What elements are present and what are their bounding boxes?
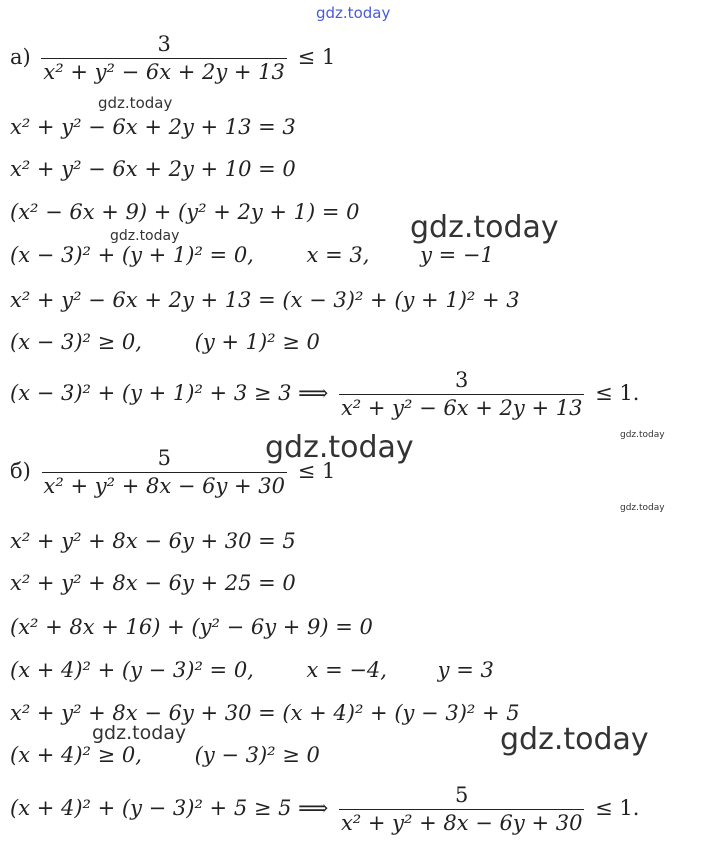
equation-line: x² + y² − 6x + 2y + 10 = 0 <box>10 157 296 181</box>
equation-line: x² + y² + 8x − 6y + 25 = 0 <box>10 571 296 595</box>
watermark-large: gdz.today <box>500 722 649 757</box>
equation-line <box>10 245 494 266</box>
conclusion-lhs: (x + 4)² + (y − 3)² + 5 ≥ 5 ⟹ <box>10 796 329 820</box>
watermark-top: gdz.today <box>316 4 391 22</box>
equation-part: (x + 4)² ≥ 0, <box>10 743 142 767</box>
fraction-numerator: 5 <box>455 783 469 807</box>
conclusion-line <box>10 785 639 834</box>
solution-x: x = 3, <box>306 243 370 267</box>
solution-x: x = −4, <box>306 658 387 682</box>
conclusion-lhs: (x − 3)² + (y + 1)² + 3 ≥ 3 ⟹ <box>10 381 329 405</box>
fraction <box>339 370 584 419</box>
equation-line: x² + y² + 8x − 6y + 30 = (x + 4)² + (y − 3)² + 5 <box>10 701 520 725</box>
fraction-numerator: 3 <box>157 32 171 56</box>
fraction-denominator: x² + y² − 6x + 2y + 13 <box>43 60 285 84</box>
fraction <box>339 785 584 834</box>
fraction <box>41 34 286 83</box>
watermark-small: gdz.today <box>98 94 173 112</box>
watermark-large: gdz.today <box>265 430 414 465</box>
fraction-denominator: x² + y² + 8x − 6y + 30 <box>340 811 583 835</box>
inequality-rhs: ≤ 1 <box>297 45 336 69</box>
watermark-tiny: gdz.today <box>620 430 665 440</box>
solution-y: y = −1 <box>420 243 494 267</box>
equation-line: (x² + 8x + 16) + (y² − 6y + 9) = 0 <box>10 615 373 639</box>
equation-part: (x + 4)² + (y − 3)² = 0, <box>10 658 254 682</box>
fraction-denominator: x² + y² − 6x + 2y + 13 <box>340 396 583 420</box>
conclusion-rhs: ≤ 1. <box>595 381 640 405</box>
equation-line <box>10 332 320 353</box>
watermark-small: gdz.today <box>92 722 187 744</box>
equation-line: x² + y² − 6x + 2y + 13 = 3 <box>10 115 296 139</box>
part-a-inequality <box>10 34 335 83</box>
solution-y: y = 3 <box>437 658 494 682</box>
equation-line: (x² − 6x + 9) + (y² + 2y + 1) = 0 <box>10 200 360 224</box>
part-a-label: а) <box>10 45 31 69</box>
equation-part: (y + 1)² ≥ 0 <box>194 330 320 354</box>
watermark-large: gdz.today <box>410 210 559 245</box>
fraction-numerator: 5 <box>157 446 171 470</box>
equation-line <box>10 660 494 681</box>
fraction <box>42 448 287 497</box>
equation-line: x² + y² + 8x − 6y + 30 = 5 <box>10 529 296 553</box>
equation-line <box>10 745 320 766</box>
watermark-tiny: gdz.today <box>620 503 665 513</box>
watermark-small: gdz.today <box>110 228 180 244</box>
equation-line: x² + y² − 6x + 2y + 13 = (x − 3)² + (y + 1)² + 3 <box>10 288 520 312</box>
equation-part: (x − 3)² ≥ 0, <box>10 330 142 354</box>
equation-part: (x − 3)² + (y + 1)² = 0, <box>10 243 254 267</box>
conclusion-rhs: ≤ 1. <box>595 796 640 820</box>
inequality-rhs: ≤ 1 <box>297 459 336 483</box>
part-b-inequality <box>10 448 335 497</box>
equation-part: (y − 3)² ≥ 0 <box>194 743 320 767</box>
fraction-denominator: x² + y² + 8x − 6y + 30 <box>43 474 286 498</box>
conclusion-line <box>10 370 639 419</box>
part-b-label: б) <box>10 459 31 483</box>
fraction-numerator: 3 <box>455 368 469 392</box>
